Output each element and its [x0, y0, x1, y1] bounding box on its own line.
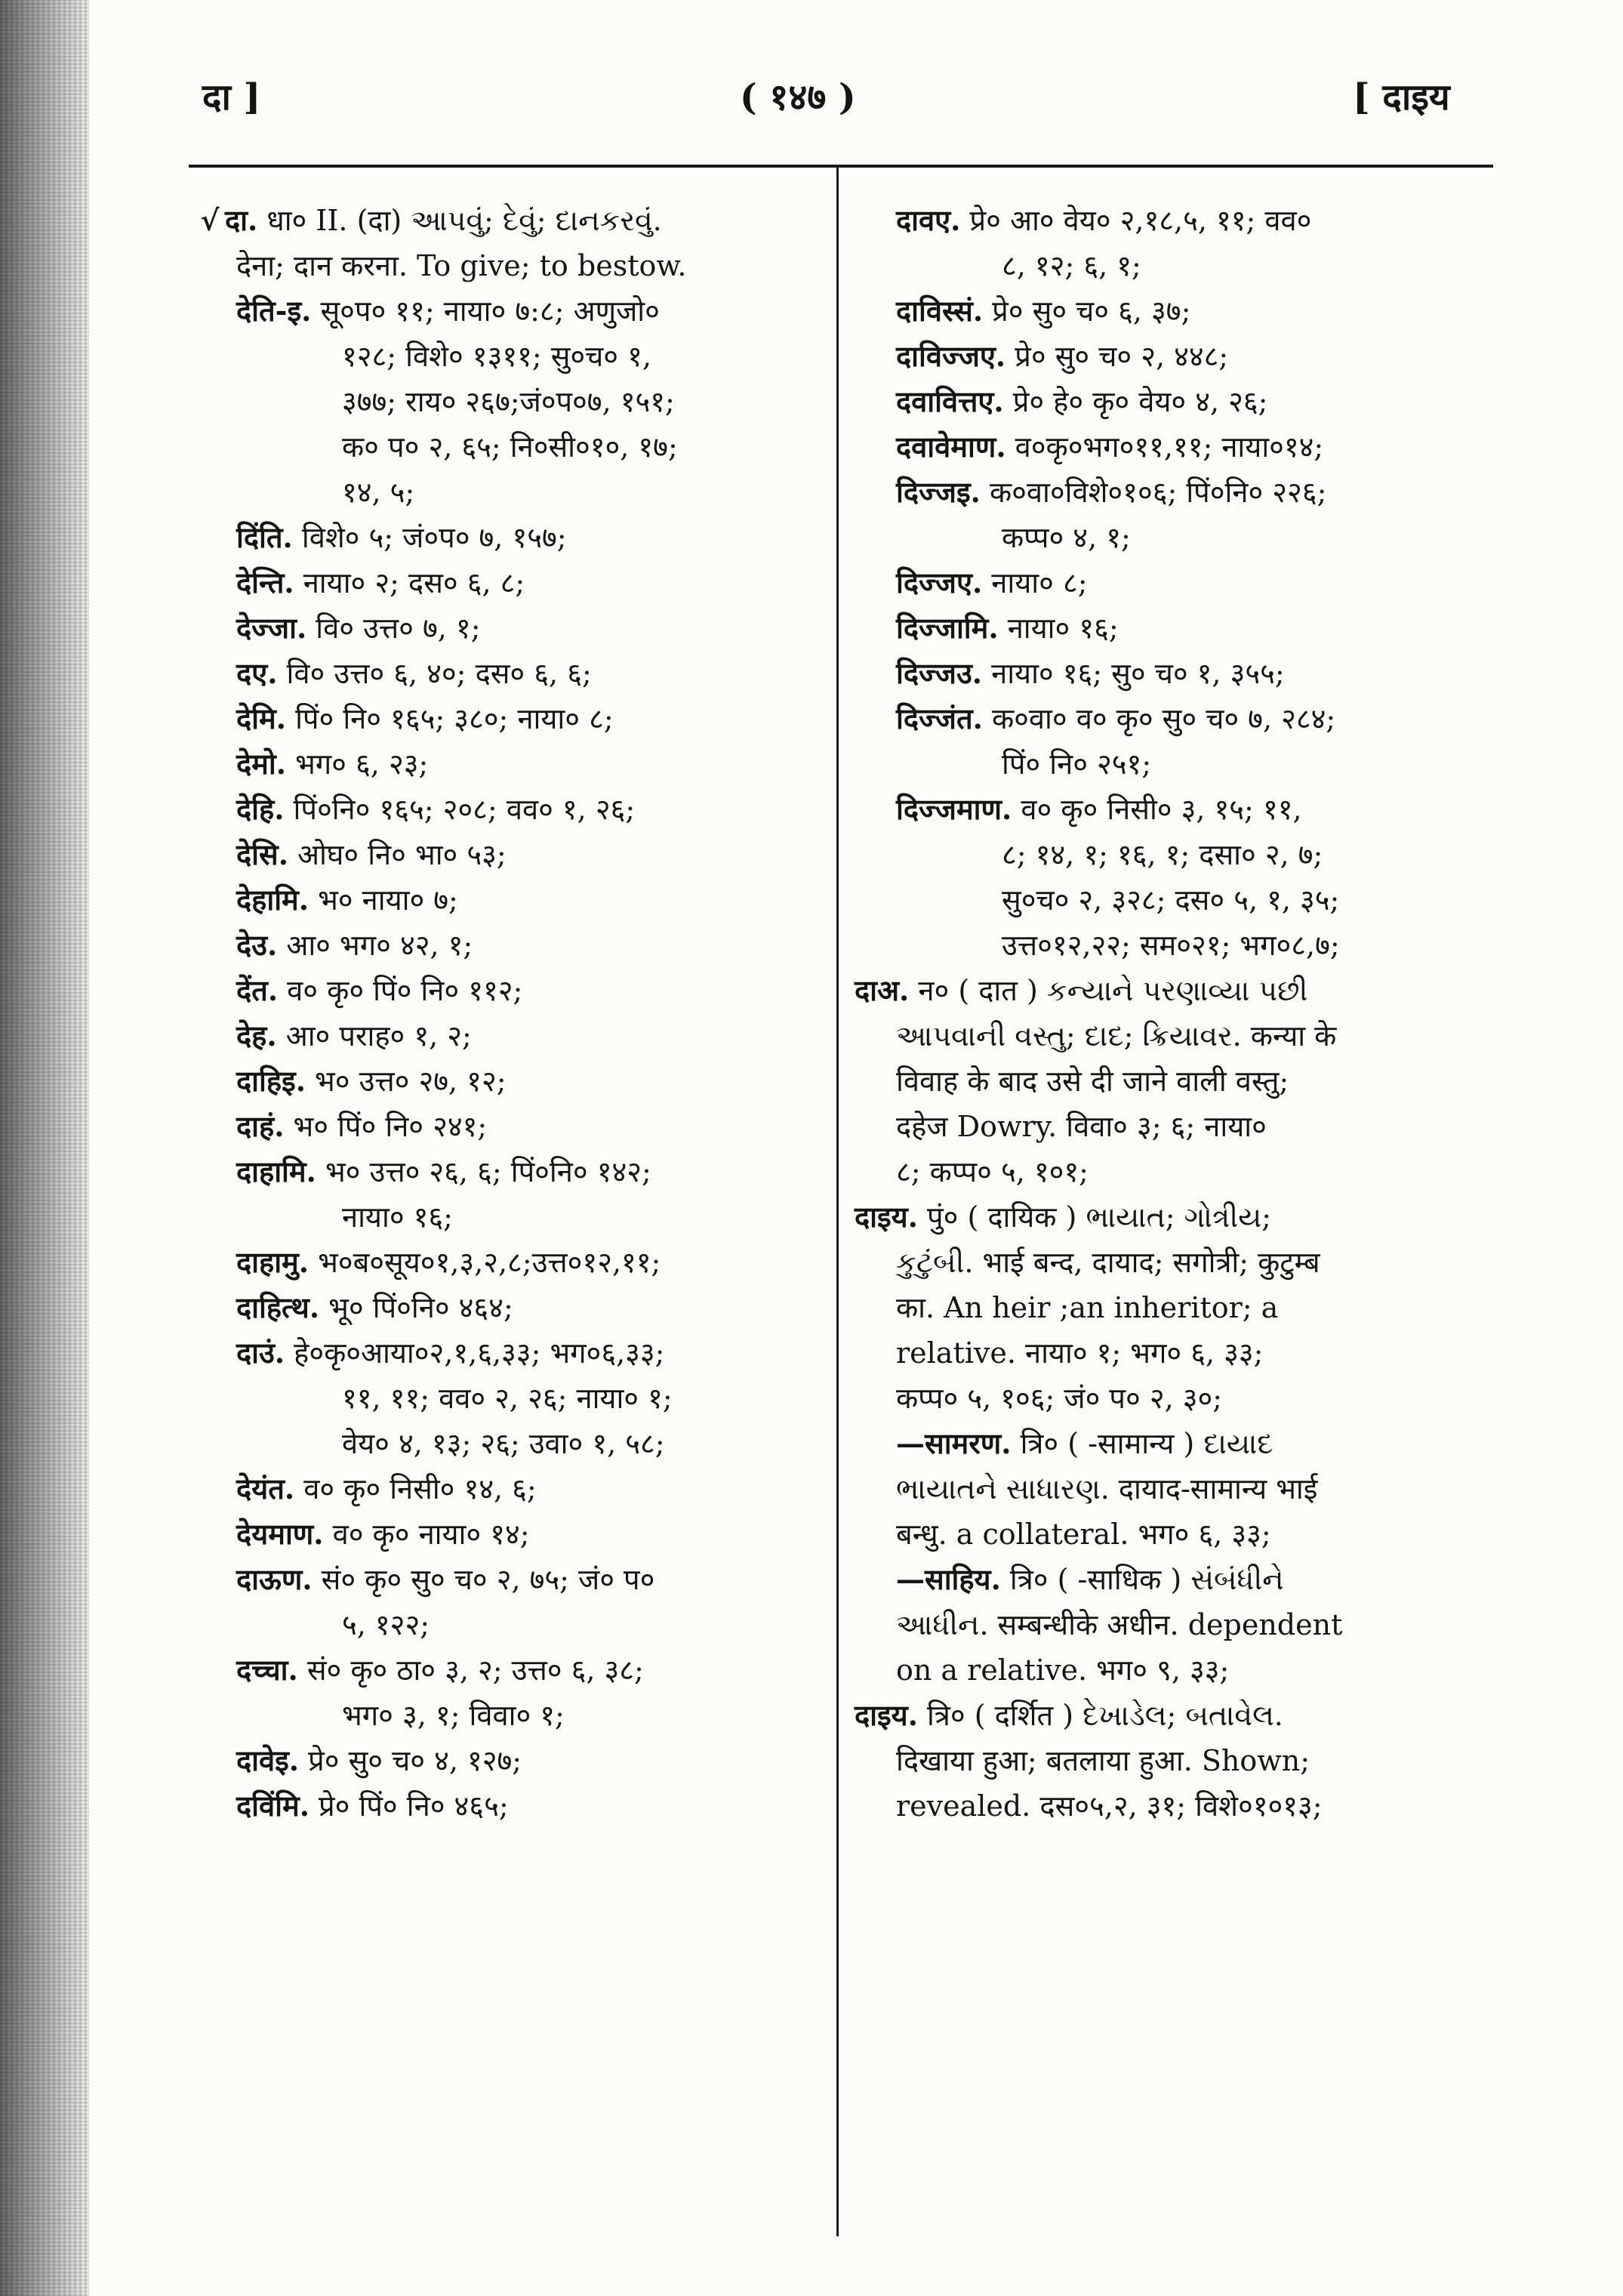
entry-text: प्रे० सु० च० ६, ३७;: [992, 294, 1191, 328]
entry-headword: दाविस्सं.: [896, 294, 984, 328]
entry-headword: दाहिइ.: [236, 1064, 306, 1098]
entry-headword: देंत.: [236, 973, 279, 1007]
entry-text: क० प० २, ६५; नि०सी०१०, १७;: [342, 430, 678, 464]
entry-continuation-line: [896, 923, 1480, 968]
header-right-guideword: [ दाइय: [1353, 76, 1450, 119]
entry-first-line: [236, 923, 821, 968]
entry-headword: दए.: [236, 656, 278, 690]
entry-headword: दिज्जमाण.: [896, 792, 1012, 826]
entry-text: सु०च० २, ३२८; दस० ५, १, ३५;: [1002, 883, 1340, 917]
entry-text: त्रि० ( दर्शित ) દેખાડેલ; બતાવેલ.: [927, 1699, 1283, 1732]
entry-continuation-line: [855, 1059, 1480, 1104]
entry-continuation-line: [195, 243, 821, 288]
entry-text: आ० पराह० १, २;: [285, 1019, 472, 1052]
entry-headword: दाहामु.: [236, 1245, 309, 1279]
entry-continuation-line: [896, 1466, 1480, 1512]
entry-first-line: [855, 1194, 1480, 1240]
entry-text: प्रे० सु० च० २, ४४८;: [1015, 340, 1229, 373]
entry-text: भग० ३, १; विवा० १;: [342, 1699, 565, 1732]
entry-text: बन्धु. a collateral. भग० ६, ३३;: [896, 1518, 1271, 1551]
entry-first-line: [195, 198, 821, 243]
entry-headword: देउ.: [236, 928, 278, 962]
entry-text: भ० नाया० ७;: [318, 883, 458, 917]
entry-continuation-line: [236, 334, 821, 379]
entry-first-line: [896, 560, 1480, 606]
entry-headword: देहि.: [236, 792, 285, 826]
entry-text: भ०ब०सूय०१,३,२,८;उत्त०१२,११;: [318, 1246, 661, 1279]
entry-continuation-line: [236, 1421, 821, 1466]
dictionary-entry: [195, 1330, 821, 1466]
entry-text: पिं० नि० १६५; ३८०; नाया० ८;: [295, 702, 614, 735]
entry-first-line: [896, 424, 1480, 470]
entry-headword: दच्चा.: [236, 1653, 298, 1687]
entry-first-line: [236, 1059, 821, 1104]
entry-headword: दवावित्तए.: [896, 384, 1004, 418]
entry-text: त्रि० ( -साधिक ) સંબંધીને: [1009, 1563, 1284, 1596]
dictionary-entry: [195, 1149, 821, 1240]
dictionary-entry: [195, 606, 821, 651]
dictionary-entry: [855, 1194, 1480, 1421]
entry-continuation-line: [236, 1602, 821, 1647]
entry-first-line: [896, 1421, 1480, 1466]
entry-continuation-line: [896, 515, 1480, 560]
header-rule: [189, 165, 1493, 168]
dictionary-entry: [195, 1104, 821, 1149]
entry-first-line: [236, 560, 821, 606]
entry-continuation-line: [896, 832, 1480, 877]
entry-text: नाया० २; दस० ६, ८;: [303, 566, 525, 599]
entry-text: भ० उत्त० २६, ६; पिं०नि० १४२;: [325, 1155, 651, 1188]
entry-continuation-line: [855, 1330, 1480, 1376]
entry-headword: देमो.: [236, 747, 286, 781]
entry-first-line: [236, 1285, 821, 1330]
entry-text: देना; दान करना. To give; to bestow.: [236, 249, 687, 282]
entry-first-line: [236, 1466, 821, 1512]
entry-first-line: [855, 1693, 1480, 1738]
entry-text: व० कृ० पिं० नि० ११२;: [287, 974, 523, 1007]
entry-text: हे०कृ०आया०२,१,६,३३; भग०६,३३;: [294, 1336, 665, 1370]
entry-text: पिं० नि० २५१;: [1002, 747, 1152, 781]
entry-text: व० कृ० नाया० १४;: [332, 1518, 530, 1551]
dictionary-entry: [195, 1466, 821, 1512]
entry-headword: दिज्जए.: [896, 566, 983, 599]
entry-first-line: [896, 379, 1480, 424]
entry-text: सं० कृ० सु० च० २, ७५; जं० प०: [321, 1563, 655, 1596]
entry-first-line: [236, 651, 821, 696]
entry-continuation-line: [855, 1104, 1480, 1149]
entry-text: उत्त०१२,२२; सम०२१; भग०८,७;: [1002, 929, 1340, 962]
entry-text: ११, ११; वव० २, २६; नाया० १;: [342, 1382, 673, 1415]
entry-continuation-line: [896, 1512, 1480, 1557]
entry-headword: दिज्जामि.: [896, 611, 999, 645]
dictionary-entry: [855, 968, 1480, 1194]
dictionary-entry: [855, 1421, 1480, 1557]
entry-first-line: [855, 968, 1480, 1013]
dictionary-entry: [195, 1738, 821, 1783]
entry-first-line: [896, 198, 1480, 243]
entry-text: विशे० ५; जं०प० ७, १५७;: [301, 521, 567, 554]
entry-continuation-line: [896, 877, 1480, 923]
entry-text: ८, १२; ६, १;: [1002, 249, 1141, 282]
entry-headword: —साहिय.: [896, 1562, 1001, 1596]
entry-first-line: [236, 1013, 821, 1059]
entry-continuation-line: [236, 1693, 821, 1738]
entry-continuation-line: [236, 1376, 821, 1421]
entry-headword: देमि.: [236, 701, 286, 735]
entry-first-line: [236, 1557, 821, 1602]
entry-text: revealed. दस०५,२, ३१; विशे०१०१३;: [896, 1789, 1323, 1823]
entry-headword: दावेइ.: [236, 1743, 300, 1777]
entry-text: भग० ६, २३;: [295, 747, 429, 781]
entry-text: कप्प० ४, १;: [1002, 521, 1131, 554]
entry-text: धा० II. (दा) આપવું; દેવું; દાનકરવું.: [266, 204, 662, 237]
entry-first-line: [236, 1149, 821, 1194]
entry-first-line: [236, 1512, 821, 1557]
entry-text: ભાયાતને સાધારણ. दायाद-सामान्य भाई: [896, 1472, 1318, 1505]
entry-headword: दाहित्थ.: [236, 1290, 320, 1324]
entry-text: व० कृ० निसी० १४, ६;: [303, 1472, 537, 1505]
entry-continuation-line: [855, 1783, 1480, 1829]
entry-headword: दाऊण.: [236, 1562, 313, 1596]
entry-headword: दवावेमाण.: [896, 430, 1006, 464]
entry-text: न० ( दात ) કન્યાને પરણાવ્યા પછી: [918, 974, 1308, 1007]
entry-text: ३७७; राय० २६७;जं०प०७, १५१;: [342, 385, 675, 418]
entry-headword: दाअ.: [855, 973, 910, 1007]
dictionary-entry: [855, 606, 1480, 651]
dictionary-entry: [195, 198, 821, 288]
entry-headword: दविंमि.: [236, 1789, 310, 1823]
entry-first-line: [236, 877, 821, 923]
entry-first-line: [896, 696, 1480, 741]
dictionary-entry: [855, 470, 1480, 560]
entry-continuation-line: [896, 1602, 1480, 1647]
entry-text: कप्प० ५, १०६; जं० प० २, ३०;: [896, 1382, 1223, 1415]
entry-headword: दाउं.: [236, 1336, 285, 1370]
entry-continuation-line: [855, 1013, 1480, 1059]
entry-headword: दाइय.: [855, 1200, 918, 1234]
entry-text: १२८; विशे० १३११; सु०च० १,: [342, 340, 651, 373]
entry-text: relative. नाया० १; भग० ६, ३३;: [896, 1336, 1264, 1370]
entry-text: ८; १४, १; १६, १; दसा० २, ७;: [1002, 838, 1323, 871]
entry-continuation-line: [236, 1194, 821, 1240]
entry-continuation-line: [236, 379, 821, 424]
entry-text: ५, १२२;: [342, 1608, 430, 1641]
entry-continuation-line: [896, 243, 1480, 288]
entry-first-line: [236, 1783, 821, 1829]
dictionary-entry: [855, 560, 1480, 606]
dictionary-entry: [195, 696, 821, 741]
entry-continuation-line: [896, 741, 1480, 787]
column-divider: [836, 168, 839, 2236]
entry-headword: दाविज्जए.: [896, 339, 1006, 373]
dictionary-entry: [855, 288, 1480, 334]
entry-text: भ० पिं० नि० २४१;: [293, 1110, 488, 1143]
entry-text: प्रे० पिं० नि० ४६५;: [319, 1789, 509, 1823]
entry-first-line: [236, 515, 821, 560]
entry-first-line: [236, 968, 821, 1013]
entry-text: क०वा० व० कृ० सु० च० ७, २८४;: [991, 702, 1336, 735]
root-check-mark: √: [200, 203, 220, 237]
entry-text: वि० उत्त० ७, १;: [316, 612, 481, 645]
entry-text: व० कृ० निसी० ३, १५; ११,: [1021, 793, 1302, 826]
dictionary-entry: [195, 923, 821, 968]
entry-text: दहेज Dowry. विवा० ३; ६; नाया०: [896, 1110, 1267, 1143]
entry-text: वि० उत्त० ६, ४०; दस० ६, ६;: [286, 657, 592, 690]
entry-text: प्रे० हे० कृ० वेय० ४, २६;: [1012, 385, 1268, 418]
page-number: ( १४७ ): [740, 76, 856, 119]
dictionary-entry: [855, 198, 1480, 288]
entry-first-line: [236, 1647, 821, 1693]
entry-headword: देह.: [236, 1019, 277, 1052]
entry-first-line: [236, 741, 821, 787]
entry-text: भू० पिं०नि० ४६४;: [328, 1291, 513, 1324]
entry-headword: दाइय.: [855, 1698, 918, 1732]
entry-headword: देति-इ.: [236, 294, 312, 328]
entry-first-line: [236, 696, 821, 741]
scan-edge-shadow: [0, 0, 89, 2296]
dictionary-entry: [195, 1013, 821, 1059]
entry-text: नाया० १६; सु० च० १, ३५५;: [991, 657, 1285, 690]
entry-text: नाया० १६;: [342, 1200, 453, 1234]
entry-text: આધીન. सम्बन्धीके अधीन. dependent: [896, 1608, 1343, 1641]
dictionary-entry: [195, 1647, 821, 1738]
entry-headword: देयमाण.: [236, 1517, 324, 1551]
entry-text: पिं०नि० १६५; २०८; वव० १, २६;: [293, 793, 636, 826]
entry-first-line: [896, 1557, 1480, 1602]
left-column: [195, 198, 821, 1829]
right-column: [855, 198, 1480, 1829]
dictionary-entry: [855, 787, 1480, 968]
entry-headword: दाहामि.: [236, 1154, 316, 1188]
dictionary-entry: [195, 651, 821, 696]
entry-headword: देयंत.: [236, 1472, 295, 1505]
entry-text: ओघ० नि० भा० ५३;: [297, 838, 507, 871]
entry-text: કુટુંબી. भाई बन्द, दायाद; सगोत्री; कुटुम्ब: [896, 1246, 1320, 1279]
dictionary-entry: [855, 696, 1480, 787]
entry-first-line: [236, 832, 821, 877]
dictionary-entry: [195, 1285, 821, 1330]
entry-first-line: [896, 651, 1480, 696]
entry-first-line: [236, 1330, 821, 1376]
entry-headword: देसि.: [236, 837, 288, 871]
entry-text: नाया० १६;: [1007, 612, 1119, 645]
entry-headword: दिज्जंत.: [896, 701, 983, 735]
entry-headword: दावए.: [896, 203, 961, 237]
entry-text: सं० कृ० ठा० ३, २; उत्त० ६, ३८;: [306, 1653, 644, 1687]
entry-text: ८; कप्प० ५, १०१;: [896, 1155, 1089, 1188]
entry-text: दिखाया हुआ; बतलाया हुआ. Shown;: [896, 1744, 1310, 1777]
entry-headword: दाहं.: [236, 1109, 285, 1143]
entry-text: वेय० ४, १३; २६; उवा० १, ५८;: [342, 1427, 665, 1460]
dictionary-entry: [195, 515, 821, 560]
entry-first-line: [896, 606, 1480, 651]
entry-first-line: [236, 1240, 821, 1285]
dictionary-entry: [195, 1557, 821, 1647]
entry-text: भ० उत्त० २७, १२;: [315, 1065, 507, 1098]
entry-first-line: [896, 787, 1480, 832]
entry-text: त्रि० ( -सामान्य ) દાયાદ: [1020, 1427, 1273, 1460]
dictionary-entry: [195, 877, 821, 923]
entry-text: प्रे० आ० वेय० २,१८,५, ११; वव०: [969, 204, 1312, 237]
dictionary-entry: [855, 1693, 1480, 1829]
entry-continuation-line: [855, 1738, 1480, 1783]
entry-text: नाया० ८;: [991, 566, 1088, 599]
entry-continuation-line: [855, 1376, 1480, 1421]
dictionary-entry: [195, 968, 821, 1013]
dictionary-entry: [195, 560, 821, 606]
dictionary-entry: [195, 1783, 821, 1829]
entry-first-line: [236, 1104, 821, 1149]
entry-text: व०कृ०भग०११,११; नाया०१४;: [1015, 430, 1324, 464]
dictionary-entry: [855, 1557, 1480, 1693]
entry-first-line: [236, 787, 821, 832]
dictionary-entry: [195, 1240, 821, 1285]
entry-headword: दिज्जउ.: [896, 656, 983, 690]
running-header: [0, 72, 1623, 140]
entry-first-line: [236, 1738, 821, 1783]
entry-text: का. An heir ;an inheritor; a: [896, 1291, 1279, 1324]
entry-text: आ० भग० ४२, १;: [286, 929, 473, 962]
dictionary-entry: [195, 787, 821, 832]
dictionary-entry: [195, 741, 821, 787]
entry-headword: दा.: [225, 203, 258, 237]
dictionary-entry: [855, 379, 1480, 424]
entry-continuation-line: [855, 1285, 1480, 1330]
entry-first-line: [896, 288, 1480, 334]
entry-text: विवाह के बाद उसे दी जाने वाली वस्तु;: [896, 1065, 1289, 1098]
entry-first-line: [896, 470, 1480, 515]
entry-text: पुं० ( दायिक ) ભાયાત; ગોત્રીય;: [927, 1200, 1272, 1234]
entry-first-line: [236, 606, 821, 651]
entry-headword: —सामरण.: [896, 1426, 1012, 1460]
entry-headword: देन्ति.: [236, 566, 294, 599]
entry-headword: दिज्जइ.: [896, 475, 981, 509]
entry-headword: दिंति.: [236, 520, 293, 554]
entry-text: १४, ५;: [342, 476, 415, 509]
entry-first-line: [896, 334, 1480, 379]
entry-continuation-line: [855, 1149, 1480, 1194]
dictionary-entry: [195, 1059, 821, 1104]
entry-headword: देज्जा.: [236, 611, 307, 645]
dictionary-entry: [855, 334, 1480, 379]
entry-text: सू०प० ११; नाया० ७:८; अणुजो०: [320, 294, 660, 328]
entry-first-line: [236, 288, 821, 334]
entry-text: प्रे० सु० च० ४, १२७;: [308, 1744, 522, 1777]
entry-headword: देहामि.: [236, 883, 309, 917]
dictionary-entry: [195, 1512, 821, 1557]
entry-continuation-line: [236, 424, 821, 470]
entry-continuation-line: [896, 1647, 1480, 1693]
dictionary-entry: [855, 651, 1480, 696]
header-left-guideword: दा ]: [202, 76, 261, 119]
dictionary-entry: [855, 424, 1480, 470]
entry-continuation-line: [855, 1240, 1480, 1285]
entry-text: on a relative. भग० ९, ३३;: [896, 1653, 1230, 1687]
entry-text: આપવાની વસ્તુ; દાદ; ક્રિયાવર. कन्या के: [896, 1019, 1337, 1052]
entry-text: क०वा०विशे०१०६; पिं०नि० २२६;: [989, 476, 1327, 509]
dictionary-entry: [195, 832, 821, 877]
entry-continuation-line: [236, 470, 821, 515]
dictionary-entry: [195, 288, 821, 515]
